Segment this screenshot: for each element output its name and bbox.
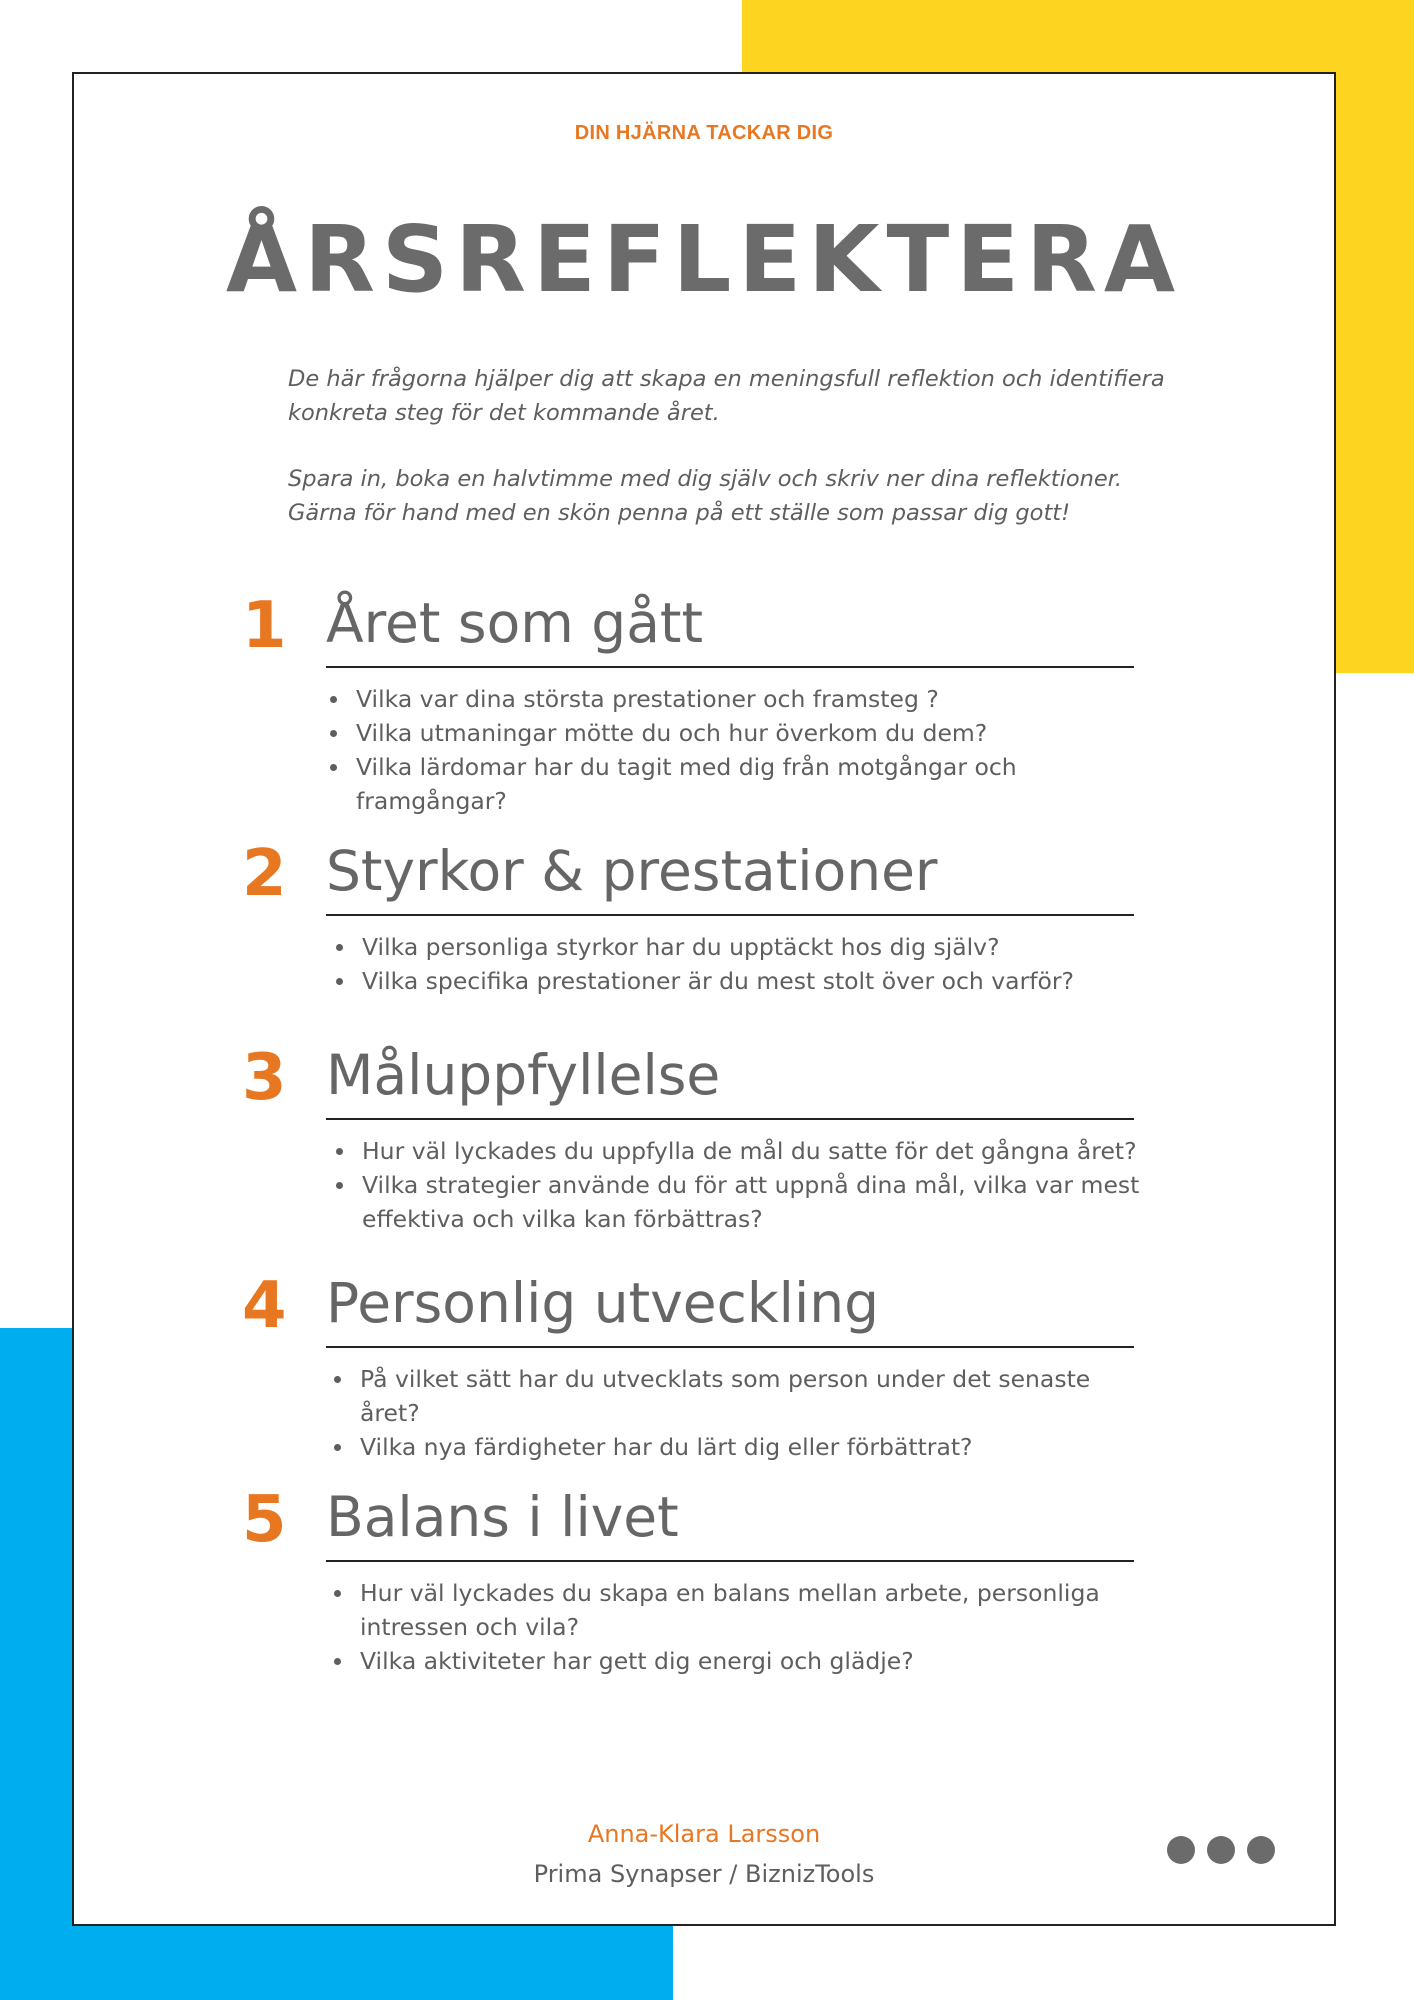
question-item: På vilket sätt har du utvecklats som person under det senaste året?: [330, 1362, 1150, 1430]
section-divider: [326, 1118, 1134, 1120]
section-divider: [326, 1560, 1134, 1562]
section-divider: [326, 666, 1134, 668]
section-title: Balans i livet: [326, 1485, 679, 1549]
question-list: [330, 1362, 1150, 1464]
question-list: [332, 930, 1152, 998]
question-item: Vilka utmaningar mötte du och hur överkom du dem?: [326, 716, 1146, 750]
question-item: Vilka specifika prestationer är du mest stolt över och varför?: [332, 964, 1152, 998]
question-list: [332, 1134, 1152, 1236]
section-title: Personlig utveckling: [326, 1271, 880, 1335]
dot-icon: [1207, 1836, 1235, 1864]
section-title: Styrkor & prestationer: [326, 839, 938, 903]
question-item: Hur väl lyckades du skapa en balans mellan arbete, personliga intressen och vila?: [330, 1576, 1150, 1644]
page-card: [72, 72, 1336, 1926]
dot-icon: [1167, 1836, 1195, 1864]
question-item: Vilka strategier använde du för att uppnå dina mål, vilka var mest effektiva och vilka kan förbättras?: [332, 1168, 1152, 1236]
intro-paragraph-1: De här frågorna hjälper dig att skapa en meningsfull reflektion och identifiera konkreta steg för det kommande året.: [288, 366, 1165, 426]
section-divider: [326, 1346, 1134, 1348]
footer-organization: Prima Synapser / BiznizTools: [533, 1860, 875, 1888]
section-number: 1: [242, 589, 287, 663]
footer-author: Anna-Klara Larsson: [587, 1820, 821, 1848]
section-divider: [326, 914, 1134, 916]
section-number: 2: [242, 837, 287, 911]
question-item: Vilka nya färdigheter har du lärt dig eller förbättrat?: [330, 1430, 1150, 1464]
section-title: Måluppfyllelse: [326, 1043, 721, 1107]
question-list: [326, 682, 1146, 818]
section-title: Året som gått: [326, 591, 704, 655]
section-number: 4: [242, 1269, 287, 1343]
question-item: Vilka personliga styrkor har du upptäckt hos dig själv?: [332, 930, 1152, 964]
tagline: DIN HJÄRNA TACKAR DIG: [574, 122, 834, 144]
page-title: ÅRSREFLEKTERA: [225, 206, 1183, 313]
more-dots-icon: [1167, 1836, 1275, 1864]
dot-icon: [1247, 1836, 1275, 1864]
question-item: Hur väl lyckades du uppfylla de mål du satte för det gångna året?: [332, 1134, 1152, 1168]
question-list: [330, 1576, 1150, 1678]
section-number: 5: [242, 1483, 287, 1557]
question-item: Vilka aktiviteter har gett dig energi och glädje?: [330, 1644, 1150, 1678]
section-number: 3: [242, 1041, 287, 1115]
intro-paragraph-2: Spara in, boka en halvtimme med dig själv och skriv ner dina reflektioner. Gärna för hand med en skön penna på ett ställe som passar dig gott!: [288, 466, 1123, 526]
question-item: Vilka lärdomar har du tagit med dig från motgångar och framgångar?: [326, 750, 1146, 818]
question-item: Vilka var dina största prestationer och framsteg ?: [326, 682, 1146, 716]
